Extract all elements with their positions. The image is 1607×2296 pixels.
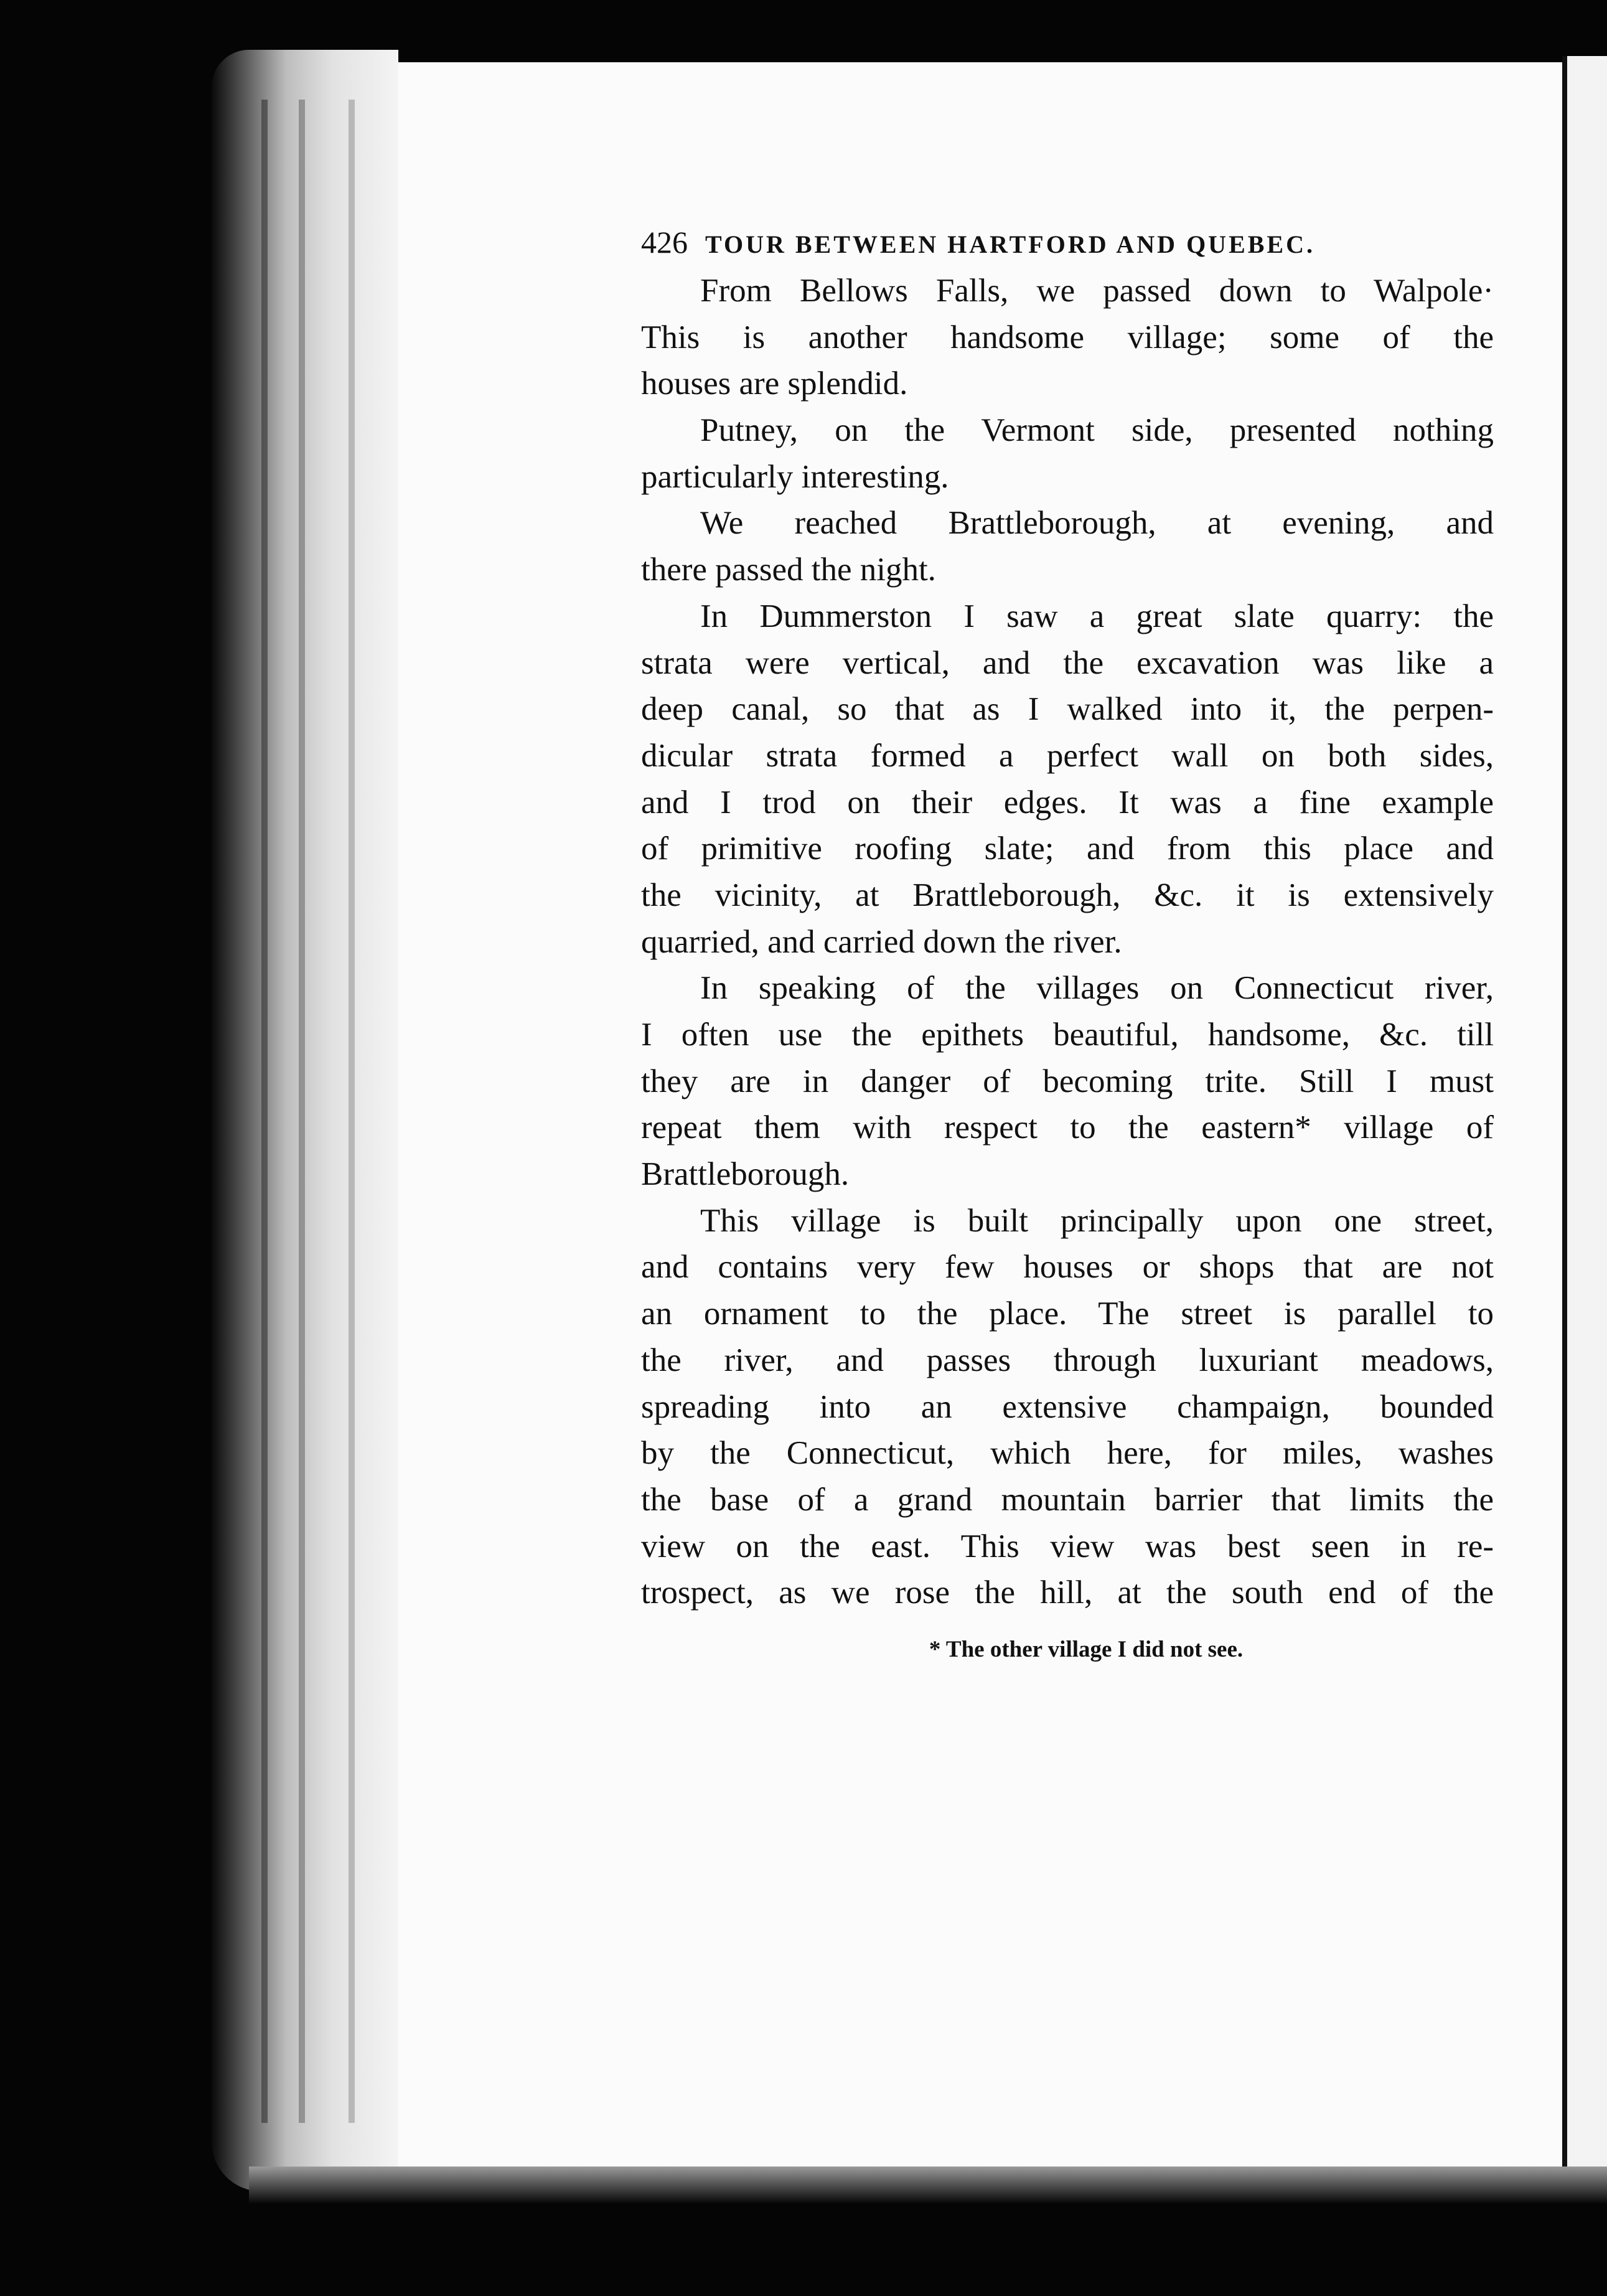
text-line: Putney, on the Vermont side, presented nothing xyxy=(700,412,1494,449)
spine-stripe xyxy=(261,100,268,2123)
footnote: * The other village I did not see. xyxy=(929,1636,1244,1662)
text-line: particularly interesting. xyxy=(641,458,949,495)
text-line: This is another handsome village; some of the xyxy=(641,319,1494,355)
text-line: houses are splendid. xyxy=(641,365,908,402)
text-line: and I trod on their edges. It was a fine example xyxy=(641,784,1494,821)
text-line: This village is built principally upon one street, xyxy=(700,1202,1494,1239)
spine-stripe xyxy=(349,100,355,2123)
spine-stripe xyxy=(299,100,305,2123)
text-line: the river, and passes through luxuriant meadows, xyxy=(641,1342,1494,1378)
page-bottom-shadow xyxy=(249,2167,1607,2204)
text-line: I often use the epithets beautiful, handsome, &c. till xyxy=(641,1017,1494,1053)
text-line: the vicinity, at Brattleborough, &c. it is extensively xyxy=(641,877,1494,913)
text-line: view on the east. This view was best seen in re- xyxy=(641,1528,1494,1564)
text-line: and contains very few houses or shops that are not xyxy=(641,1249,1494,1286)
running-head-title: TOUR BETWEEN HARTFORD AND QUEBEC. xyxy=(705,230,1315,258)
running-head xyxy=(641,224,1494,268)
page-number: 426 xyxy=(641,225,688,260)
text-line: strata were vertical, and the excavation was like a xyxy=(641,644,1494,681)
text-line: of primitive roofing slate; and from this place and xyxy=(641,830,1494,867)
page-text xyxy=(641,224,1494,1663)
text-line: there passed the night. xyxy=(641,552,936,588)
text-line: In speaking of the villages on Connecticut river, xyxy=(700,970,1494,1007)
next-page-edge xyxy=(1562,56,1607,2173)
text-line: trospect, as we rose the hill, at the south end of the xyxy=(641,1574,1494,1611)
book-spine xyxy=(212,50,398,2191)
text-line: the base of a grand mountain barrier that limits the xyxy=(641,1481,1494,1518)
text-line: dicular strata formed a perfect wall on both sides, xyxy=(641,737,1494,774)
text-line: We reached Brattleborough, at evening, and xyxy=(700,505,1494,542)
text-line: In Dummerston I saw a great slate quarry: the xyxy=(700,598,1494,634)
text-line: by the Connecticut, which here, for miles, washes xyxy=(641,1435,1494,1472)
text-line: deep canal, so that as I walked into it, the perpen- xyxy=(641,691,1494,728)
text-line: From Bellows Falls, we passed down to Walpole· xyxy=(700,273,1494,309)
text-line: they are in danger of becoming trite. Still I must xyxy=(641,1063,1494,1099)
text-line: spreading into an extensive champaign, bounded xyxy=(641,1388,1494,1425)
text-line: Brattleborough. xyxy=(641,1156,850,1193)
text-line: quarried, and carried down the river. xyxy=(641,923,1122,960)
text-line: an ornament to the place. The street is parallel to xyxy=(641,1296,1494,1332)
text-line: repeat them with respect to the eastern* village of xyxy=(641,1109,1494,1146)
